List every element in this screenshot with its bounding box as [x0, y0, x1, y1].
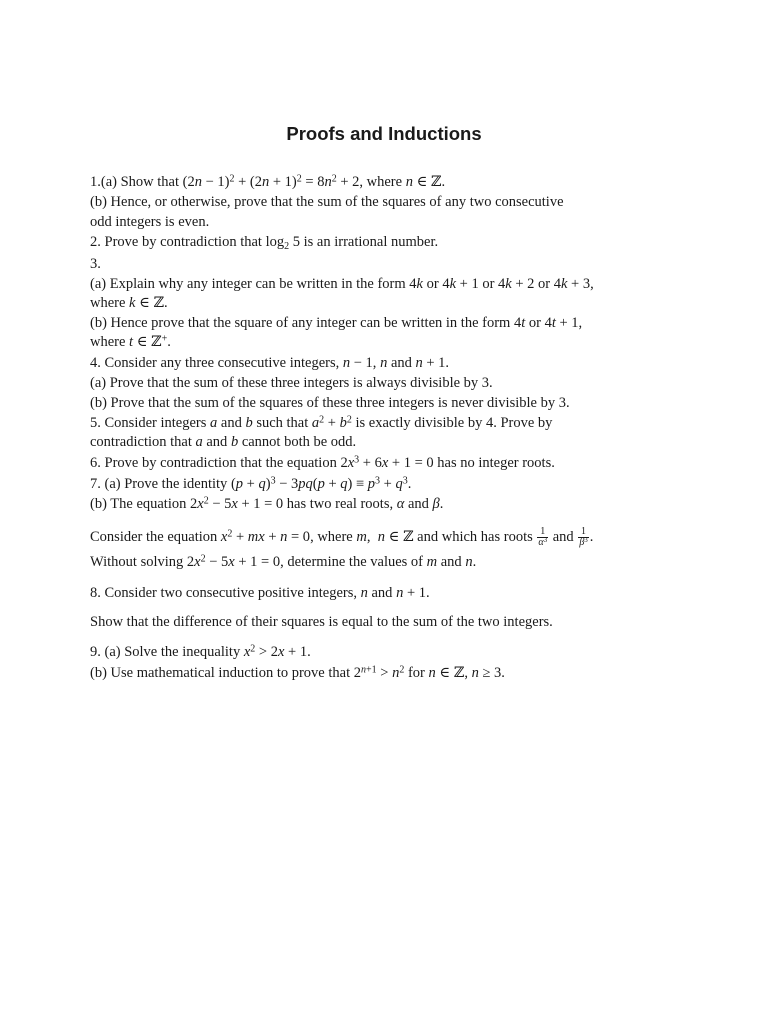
- question-4a: (a) Prove that the sum of these three integers is always divisible by 3.: [90, 375, 493, 391]
- question-6: 6. Prove by contradiction that the equation $2x^3 + 6x + 1 = 0$ has no integer roots.: [90, 454, 555, 471]
- question-7-without-solving: Without solving $2x^2 - 5x + 1 = 0$, determine the values of m and n.: [90, 553, 477, 570]
- question-4-intro: 4. Consider any three consecutive integers, n − 1, n and n + 1.: [90, 355, 450, 371]
- question-3b-line-2: where t ∈ ℤ+.: [90, 333, 171, 350]
- fraction-one-over-alpha-cubed: $\frac{1}{\alpha^3}$: [538, 526, 548, 549]
- question-5-line-2: contradiction that a and b cannot both be odd.: [90, 434, 357, 450]
- question-2: 2. Prove by contradiction that $\log_2 5$ is an irrational number.: [90, 234, 439, 252]
- question-3a-line-1: (a) Explain why any integer can be written in the form 4k or 4k + 1 or 4k + 2 or 4k + 3,: [90, 276, 594, 292]
- question-3a-line-2: where k ∈ ℤ.: [90, 295, 168, 311]
- fraction-one-over-beta-cubed: $\frac{1}{\beta^3}$: [579, 526, 588, 549]
- question-1b-line-1: (b) Hence, or otherwise, prove that the sum of the squares of any two consecutive: [90, 194, 564, 210]
- question-3-number: 3.: [90, 256, 101, 272]
- question-9b: (b) Use mathematical induction to prove that $2^{n+1} > n^2$ for n ∈ ℤ, n ≥ 3.: [90, 664, 505, 681]
- question-8-line-1: 8. Consider two consecutive positive integers, n and n + 1.: [90, 585, 430, 601]
- question-3b-line-1: (b) Hence prove that the square of any integer can be written in the form 4t or 4t + 1,: [90, 315, 583, 331]
- question-8-line-2: Show that the difference of their squares is equal to the sum of the two integers.: [90, 614, 553, 630]
- question-1b-line-2: odd integers is even.: [90, 214, 210, 230]
- question-5-line-1: 5. Consider integers a and b such that $a^2 + b^2$ is exactly divisible by 4. Prove by: [90, 414, 553, 431]
- question-7b: (b) The equation $2x^2 - 5x + 1 = 0$ has two real roots, α and β.: [90, 495, 444, 512]
- question-9a: 9. (a) Solve the inequality $x^2 > 2x + 1$.: [90, 643, 311, 660]
- question-7-consider: Consider the equation $x^2$ + mx + n = 0, where m, n ∈ ℤ and which has roots $\frac{1}{\alpha^3}$ and $\frac{1}{\beta^3}$ .: [90, 526, 594, 549]
- question-7a: 7. (a) Prove the identity $(p + q)^3 - 3pq(p + q) \equiv p^3 + q^3$.: [90, 475, 412, 492]
- question-1a: 1.(a) Show that $(2n - 1)^2 + (2n + 1)^2 = 8n^2 + 2$, where n ∈ ℤ.: [90, 173, 446, 190]
- page-title: Proofs and Inductions: [286, 123, 482, 144]
- question-4b: (b) Prove that the sum of the squares of these three integers is never divisible by 3.: [90, 395, 570, 411]
